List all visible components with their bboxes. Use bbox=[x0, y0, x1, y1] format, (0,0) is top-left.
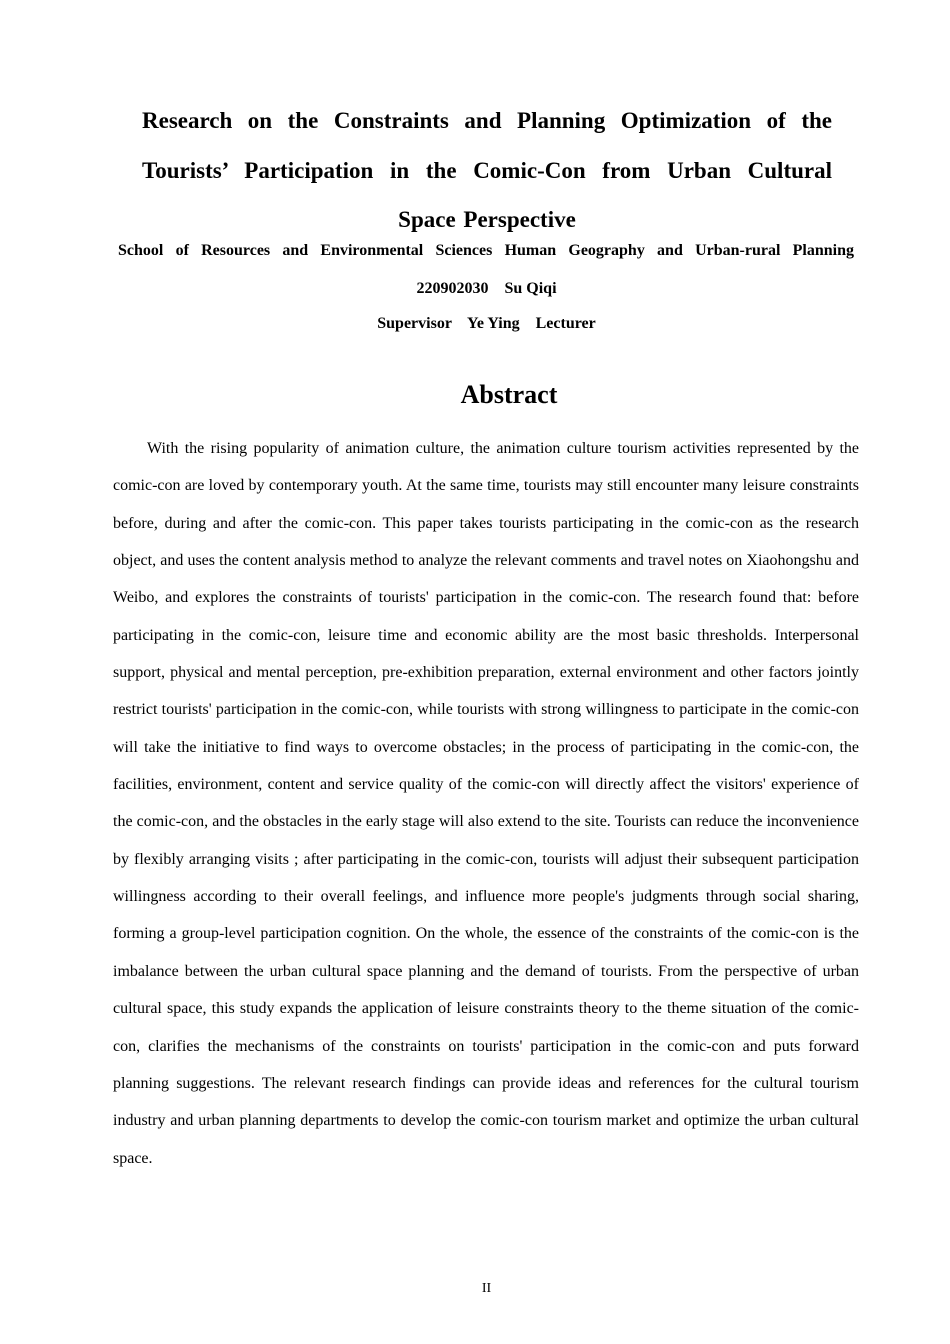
supervisor-line: Supervisor Ye Ying Lecturer bbox=[377, 315, 596, 332]
paper-title: Research on the Constraints and Planning Optimization of the Tourists’ Participation in the Comic-Con from Urban Cultural Space Perspective bbox=[142, 108, 832, 232]
school-and-major: School of Resources and Environmental Sciences Human Geography and Urban-rural Planning bbox=[118, 242, 854, 259]
abstract-heading: Abstract bbox=[460, 380, 558, 409]
student-id-and-name: 220902030 Su Qiqi bbox=[416, 280, 557, 297]
abstract-body: With the rising popularity of animation culture, the animation culture tourism activities represented by the comic-con are loved by contemporary youth. At the same time, tourists may still encounter many leisure constraints before, during and after the comic-con. This paper takes tourists participating in the comic-con as the research object, and uses the content analysis method to analyze the relevant comments and travel notes on Xiaohongshu and Weibo, and explores the constraints of tourists' participation in the comic-con. The research found that: before participating in the comic-con, leisure time and economic ability are the most basic thresholds. Interpersonal support, physical and mental perception, pre-exhibition preparation, external environment and other factors jointly restrict tourists' participation in the comic-con, while tourists with strong willingness to participate in the comic-con will take the initiative to find ways to overcome obstacles; in the process of participating in the comic-con, the facilities, environment, content and service quality of the comic-con will directly affect the visitors' experience of the comic-con, and the obstacles in the early stage will also extend to the site. Tourists can reduce the inconvenience by flexibly arranging visits ; after participating in the comic-con, tourists will adjust their subsequent participation willingness according to their overall feelings, and influence more people's judgments through social sharing, forming a group-level participation cognition. On the whole, the essence of the constraints of the comic-con is the imbalance between the urban cultural space planning and the demand of tourists. From the perspective of urban cultural space, this study expands the application of leisure constraints theory to the theme situation of the comic-con, clarifies the mechanisms of the constraints on tourists' participation in the comic-con and puts forward planning suggestions. The relevant research findings can provide ideas and references for the cultural tourism industry and urban planning departments to develop the comic-con tourism market and optimize the urban cultural space. bbox=[113, 440, 859, 1167]
page-number: II bbox=[481, 1281, 492, 1296]
